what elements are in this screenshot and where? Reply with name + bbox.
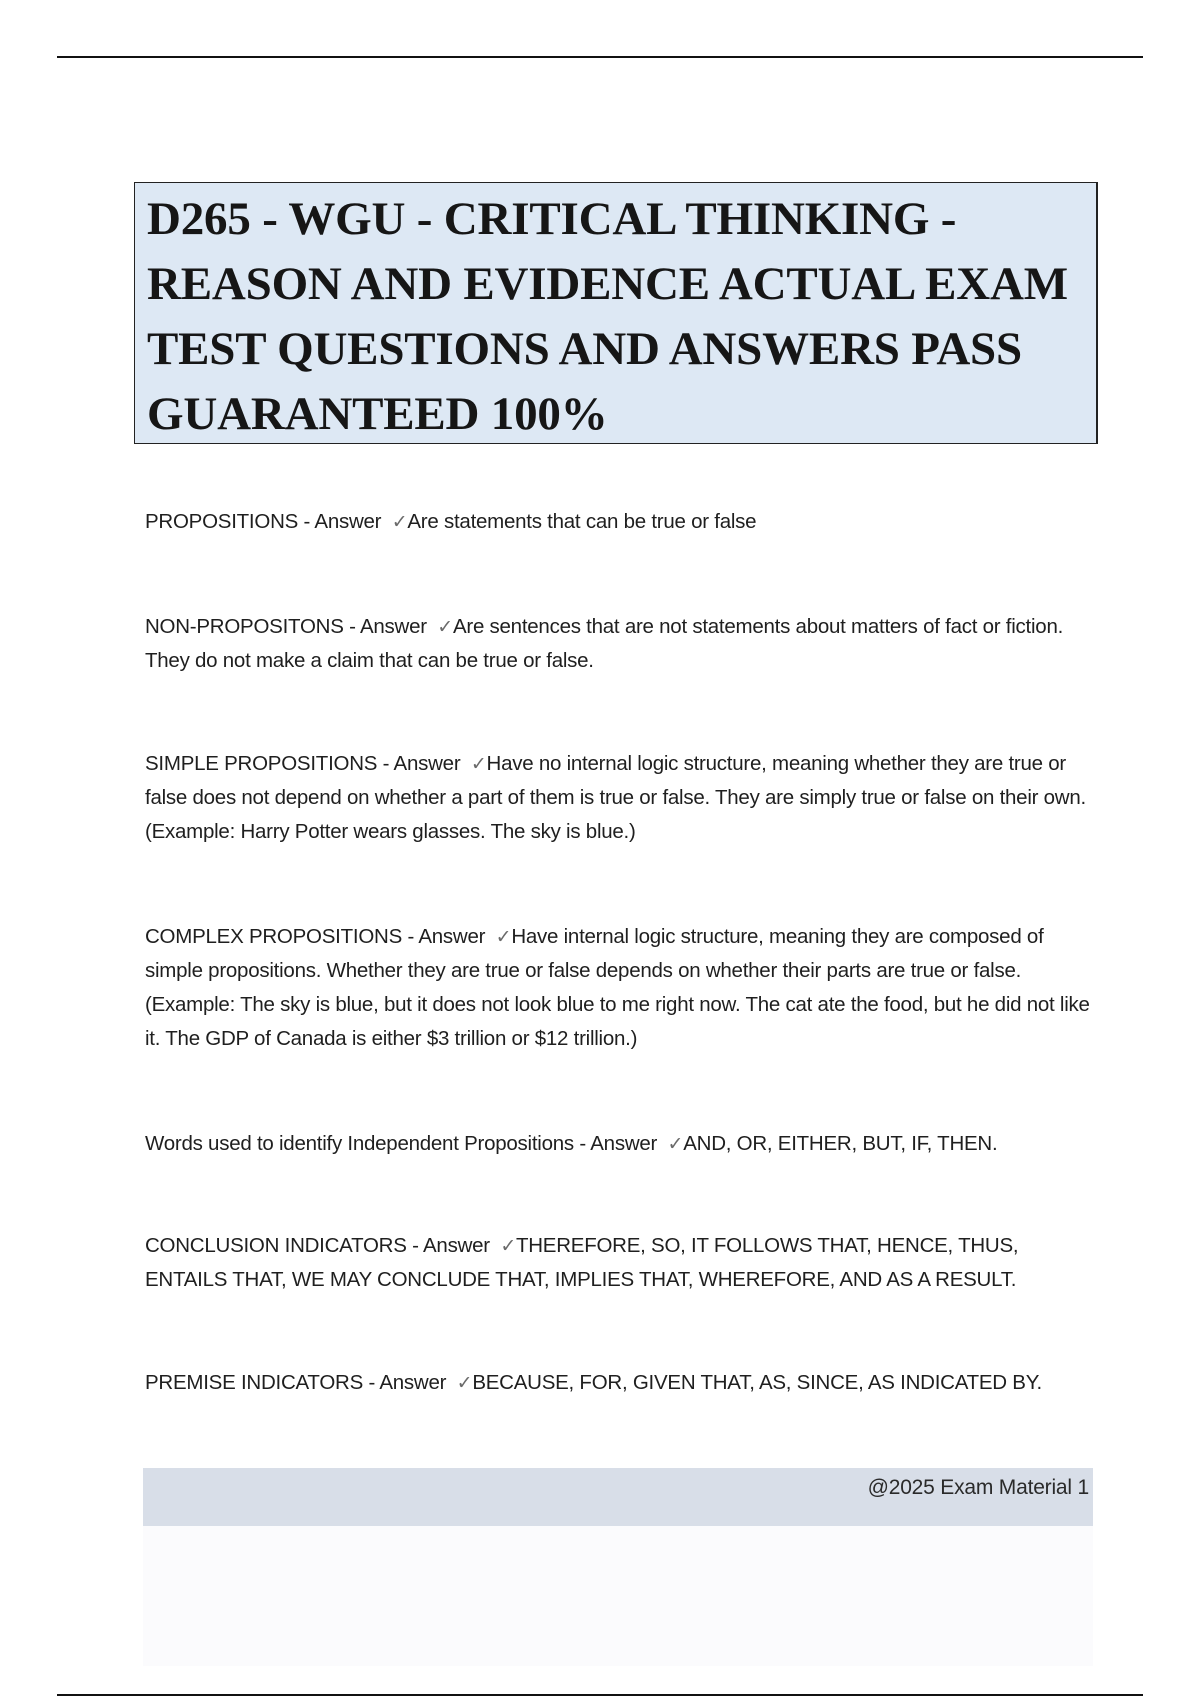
check-mark-icon: ✓: [500, 1235, 516, 1257]
qa-separator: - Answer: [298, 510, 387, 533]
footer-panel: [143, 1526, 1093, 1666]
check-mark-icon: ✓: [391, 511, 408, 533]
qa-item: [145, 1127, 1090, 1161]
footer-text: @2025 Exam Material 1: [867, 1476, 1089, 1499]
qa-answer: Have internal logic structure, meaning they are composed of simple propositions. Whether they are true or false depends on whether their parts are true or false. (Example: The sky is blue, but it does not look blue to me right now. The cat ate the food, but he did not like it. The GDP of Canada is either $3 trillion or $12 trillion.): [145, 925, 1090, 1050]
footer-band: [143, 1468, 1093, 1526]
check-mark-icon: ✓: [470, 753, 487, 775]
check-mark-icon: ✓: [495, 926, 512, 948]
qa-answer: BECAUSE, FOR, GIVEN THAT, AS, SINCE, AS INDICATED BY.: [472, 1371, 1042, 1394]
qa-item: [145, 1366, 1090, 1400]
top-rule: [57, 56, 1143, 58]
title-box: [134, 182, 1098, 444]
qa-answer: THEREFORE, SO, IT FOLLOWS THAT, HENCE, THUS, ENTAILS THAT, WE MAY CONCLUDE THAT, IMPLIES THAT, WHEREFORE, AND AS A RESULT.: [145, 1234, 1019, 1291]
qa-term: SIMPLE PROPOSITIONS: [145, 752, 378, 775]
qa-answer: AND, OR, EITHER, BUT, IF, THEN.: [683, 1132, 998, 1155]
bottom-rule: [57, 1694, 1143, 1696]
document-title: D265 - WGU - CRITICAL THINKING - REASON AND EVIDENCE ACTUAL EXAM TEST QUESTIONS AND ANSWERS PASS GUARANTEED 100%: [147, 193, 1068, 440]
qa-item: [145, 505, 1090, 539]
qa-separator: - Answer: [343, 615, 433, 638]
qa-list: [145, 505, 1090, 1400]
qa-separator: - Answer: [377, 752, 466, 775]
qa-separator: - Answer: [573, 1132, 663, 1155]
qa-item: [145, 747, 1090, 849]
qa-separator: - Answer: [363, 1371, 452, 1394]
qa-item: [145, 920, 1090, 1056]
qa-answer: Are sentences that are not statements about matters of fact or fiction. They do not make a claim that can be true or false.: [145, 615, 1064, 672]
check-mark-icon: ✓: [437, 616, 453, 638]
qa-term: NON-PROPOSITONS: [145, 615, 344, 638]
check-mark-icon: ✓: [667, 1133, 684, 1155]
qa-term: COMPLEX PROPOSITIONS: [145, 925, 402, 948]
qa-separator: - Answer: [402, 925, 491, 948]
qa-term: CONCLUSION INDICATORS: [145, 1234, 407, 1257]
qa-answer: Are statements that can be true or false: [407, 510, 757, 533]
qa-item: [145, 1229, 1090, 1297]
qa-term: PREMISE INDICATORS: [145, 1371, 363, 1394]
qa-answer: Have no internal logic structure, meaning whether they are true or false does not depend on whether a part of them is true or false. They are simply true or false on their own. (Example: Harry Potter wears glasses. The sky is blue.): [145, 752, 1086, 843]
qa-term: PROPOSITIONS: [145, 510, 299, 533]
qa-term: Words used to identify Independent Propositions: [145, 1132, 574, 1155]
check-mark-icon: ✓: [456, 1372, 473, 1394]
qa-item: [145, 610, 1090, 678]
qa-separator: - Answer: [406, 1234, 496, 1257]
